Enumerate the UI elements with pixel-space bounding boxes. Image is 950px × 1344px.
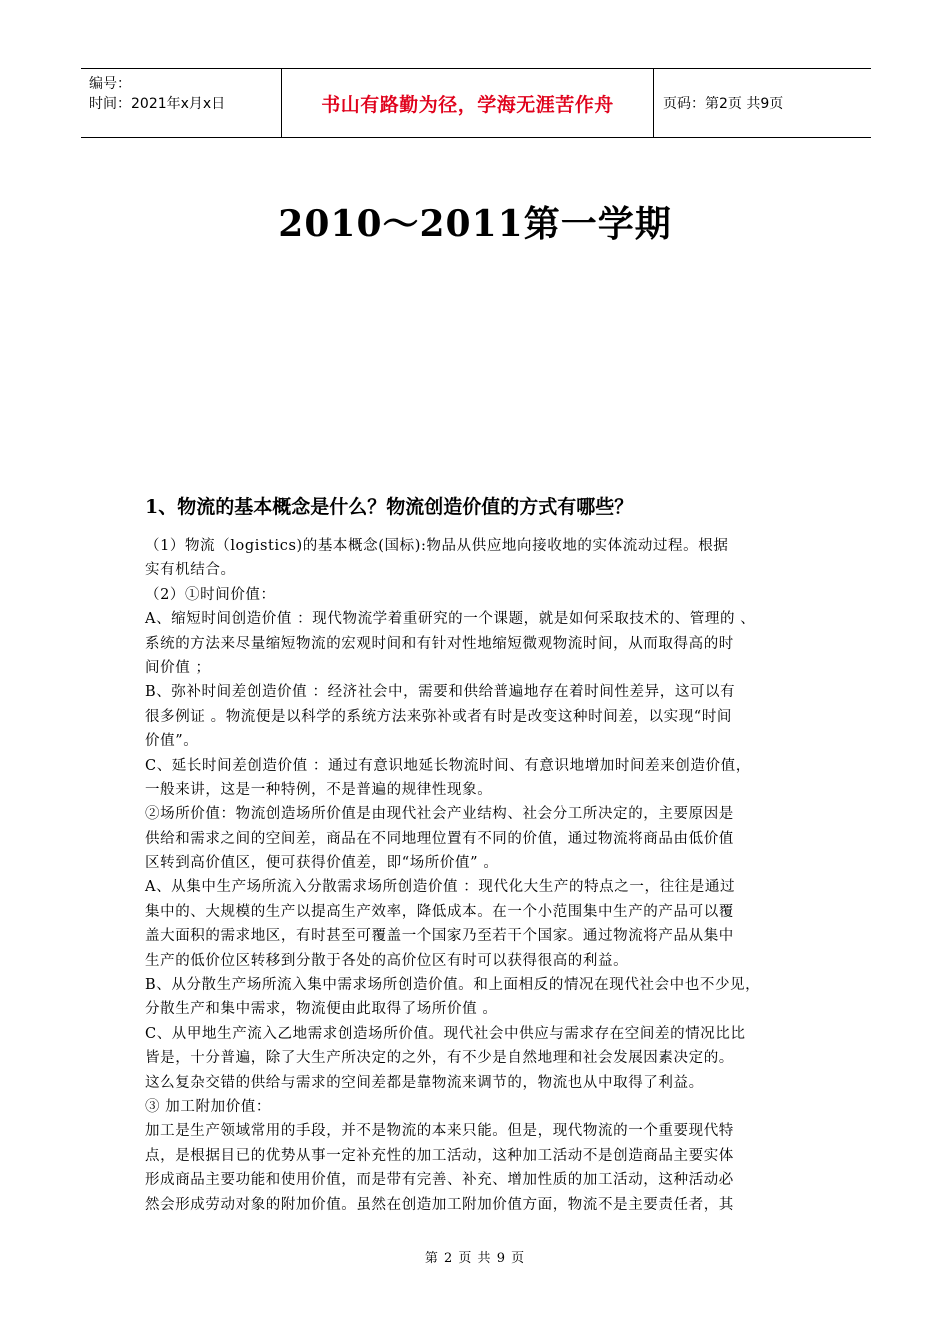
text-line: C、延长时间差创造价值 ：通过有意识地延长物流时间、有意识地增加时间差来创造价值， bbox=[145, 757, 751, 774]
text-line: 分散生产和集中需求，物流便由此取得了场所价值 。 bbox=[145, 1001, 498, 1018]
text-line: B、从分散生产场所流入集中需求场所创造价值。和上面相反的情况在现代社会中也不少见， bbox=[145, 977, 761, 994]
text-line: ②场所价值：物流创造场所价值是由现代社会产业结构、社会分工所决定的，主要原因是 bbox=[145, 806, 734, 823]
header-meta-cell bbox=[81, 69, 282, 137]
question-heading: 1、物流的基本概念是什么？物流创造价值的方式有哪些？ bbox=[145, 496, 634, 518]
body-text bbox=[145, 534, 815, 1217]
text-line: 然会形成劳动对象的附加价值。虽然在创造加工附加价值方面，物流不是主要责任者，其 bbox=[145, 1196, 734, 1213]
document-title: 2010～2011第一学期 bbox=[278, 203, 672, 245]
text-line: 盖大面积的需求地区，有时甚至可覆盖一个国家乃至若干个国家。通过物流将产品从集中 bbox=[145, 928, 734, 945]
text-line: 区转到高价值区，便可获得价值差，即“场所价值” 。 bbox=[145, 855, 499, 872]
text-line: 加工是生产领域常用的手段，并不是物流的本来只能。但是，现代物流的一个重要现代特 bbox=[145, 1123, 734, 1140]
page-header bbox=[81, 68, 871, 138]
text-line: 价值”。 bbox=[145, 733, 199, 750]
text-line: C、从甲地生产流入乙地需求创造场所价值。现代社会中供应与需求存在空间差的情况比比 bbox=[145, 1025, 746, 1042]
text-line: 皆是，十分普遍，除了大生产所决定的之外，有不少是自然地理和社会发展因素决定的。 bbox=[145, 1050, 734, 1067]
text-line: （1）物流（logistics)的基本概念(国标):物品从供应地向接收地的实体流动过程。根据 bbox=[145, 538, 729, 554]
text-line: A、缩短时间创造价值 ：现代物流学着重研究的一个课题，就是如何采取技术的、管理的 、 bbox=[145, 611, 756, 628]
text-line: B、弥补时间差创造价值 ：经济社会中，需要和供给普遍地存在着时间性差异，这可以有 bbox=[145, 684, 736, 701]
header-number-label: 编号： bbox=[89, 76, 131, 92]
text-line: （2）①时间价值： bbox=[145, 586, 276, 603]
text-line: 生产的低价位区转移到分散于各处的高价位区有时可以获得很高的利益。 bbox=[145, 952, 629, 969]
text-line: 实有机结合。 bbox=[145, 562, 236, 579]
text-line: 间价值 ； bbox=[145, 659, 211, 676]
text-line: 一般来讲，这是一种特例，不是普遍的规律性现象。 bbox=[145, 781, 493, 798]
text-line: A、从集中生产场所流入分散需求场所创造价值 ：现代化大生产的特点之一，往往是通过 bbox=[145, 879, 736, 896]
header-motto: 书山有路勤为径，学海无涯苦作舟 bbox=[282, 69, 654, 137]
header-page-code: 页码：第2页 共9页 bbox=[663, 96, 784, 112]
text-line: 系统的方法来尽量缩短物流的宏观时间和有针对性地缩短微观物流时间，从而取得高的时 bbox=[145, 635, 734, 652]
header-time-label: 时间：2021年x月x日 bbox=[89, 96, 226, 112]
text-line: 集中的、大规模的生产以提高生产效率，降低成本。在一个小范围集中生产的产品可以覆 bbox=[145, 903, 734, 920]
page-footer: 第 2 页 共 9 页 bbox=[424, 1251, 526, 1266]
text-line: 很多例证 。物流便是以科学的系统方法来弥补或者有时是改变这种时间差，以实现“时间 bbox=[145, 708, 733, 725]
text-line: 这么复杂交错的供给与需求的空间差都是靠物流来调节的，物流也从中取得了利益。 bbox=[145, 1074, 704, 1091]
text-line: 供给和需求之间的空间差，商品在不同地理位置有不同的价值，通过物流将商品由低价值 bbox=[145, 830, 734, 847]
text-line: 形成商品主要功能和使用价值，而是带有完善、补充、增加性质的加工活动，这种活动必 bbox=[145, 1172, 734, 1189]
text-line: 点，是根据目已的优势从事一定补充性的加工活动，这种加工活动不是创造商品主要实体 bbox=[145, 1147, 734, 1164]
text-line: ③ 加工附加价值： bbox=[145, 1098, 272, 1115]
